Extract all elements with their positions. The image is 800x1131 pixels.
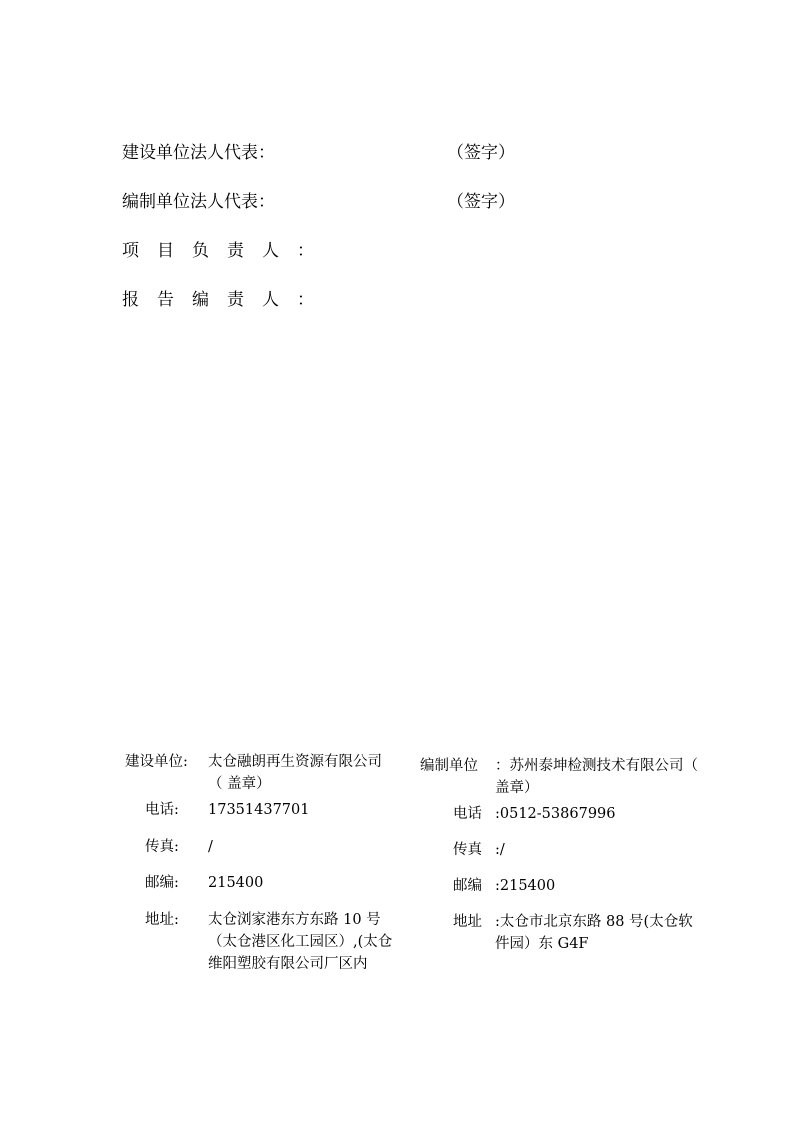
report-writer-label: 报告编责人： — [122, 290, 332, 310]
preparer-unit-label: 编制单位 — [420, 758, 478, 774]
preparer-phone-label: 电话 — [453, 806, 482, 822]
builder-fax-label: 传真: — [145, 839, 179, 855]
builder-address-value: 太仓浏家港东方东路 10 号（太仓港区化工园区）,(太仓维阳塑胶有限公司厂区内 — [208, 912, 393, 972]
builder-phone-label: 电话: — [145, 802, 179, 818]
preparer-address-value: :太仓市北京东路 88 号(太仓软件园）东 G4F — [495, 914, 693, 952]
builder-legal-rep-label: 建设单位法人代表： — [122, 143, 275, 163]
preparer-postcode-label: 邮编 — [453, 878, 482, 894]
builder-unit-value: 太仓融朗再生资源有限公司（ 盖章） — [208, 754, 382, 792]
preparer-fax-label: 传真 — [453, 842, 482, 858]
preparer-address-label: 地址 — [453, 914, 482, 930]
project-lead-label: 项目负责人： — [122, 241, 332, 261]
builder-unit-label: 建设单位: — [125, 754, 188, 770]
builder-fax-value: / — [208, 839, 213, 855]
builder-postcode-label: 邮编: — [145, 875, 179, 891]
preparer-phone-value: :0512-53867996 — [495, 806, 616, 822]
preparer-signature-note: （签字） — [447, 192, 515, 212]
preparer-unit-value: ：苏州泰坤检测技术有限公司（ 盖章） — [495, 758, 698, 796]
builder-phone-value: 17351437701 — [208, 802, 310, 818]
builder-signature-note: （签字） — [447, 143, 515, 163]
preparer-fax-value: :/ — [495, 842, 505, 858]
preparer-legal-rep-label: 编制单位法人代表： — [122, 192, 275, 212]
builder-postcode-value: 215400 — [208, 875, 264, 891]
builder-address-label: 地址: — [145, 912, 179, 928]
preparer-postcode-value: :215400 — [495, 878, 556, 894]
